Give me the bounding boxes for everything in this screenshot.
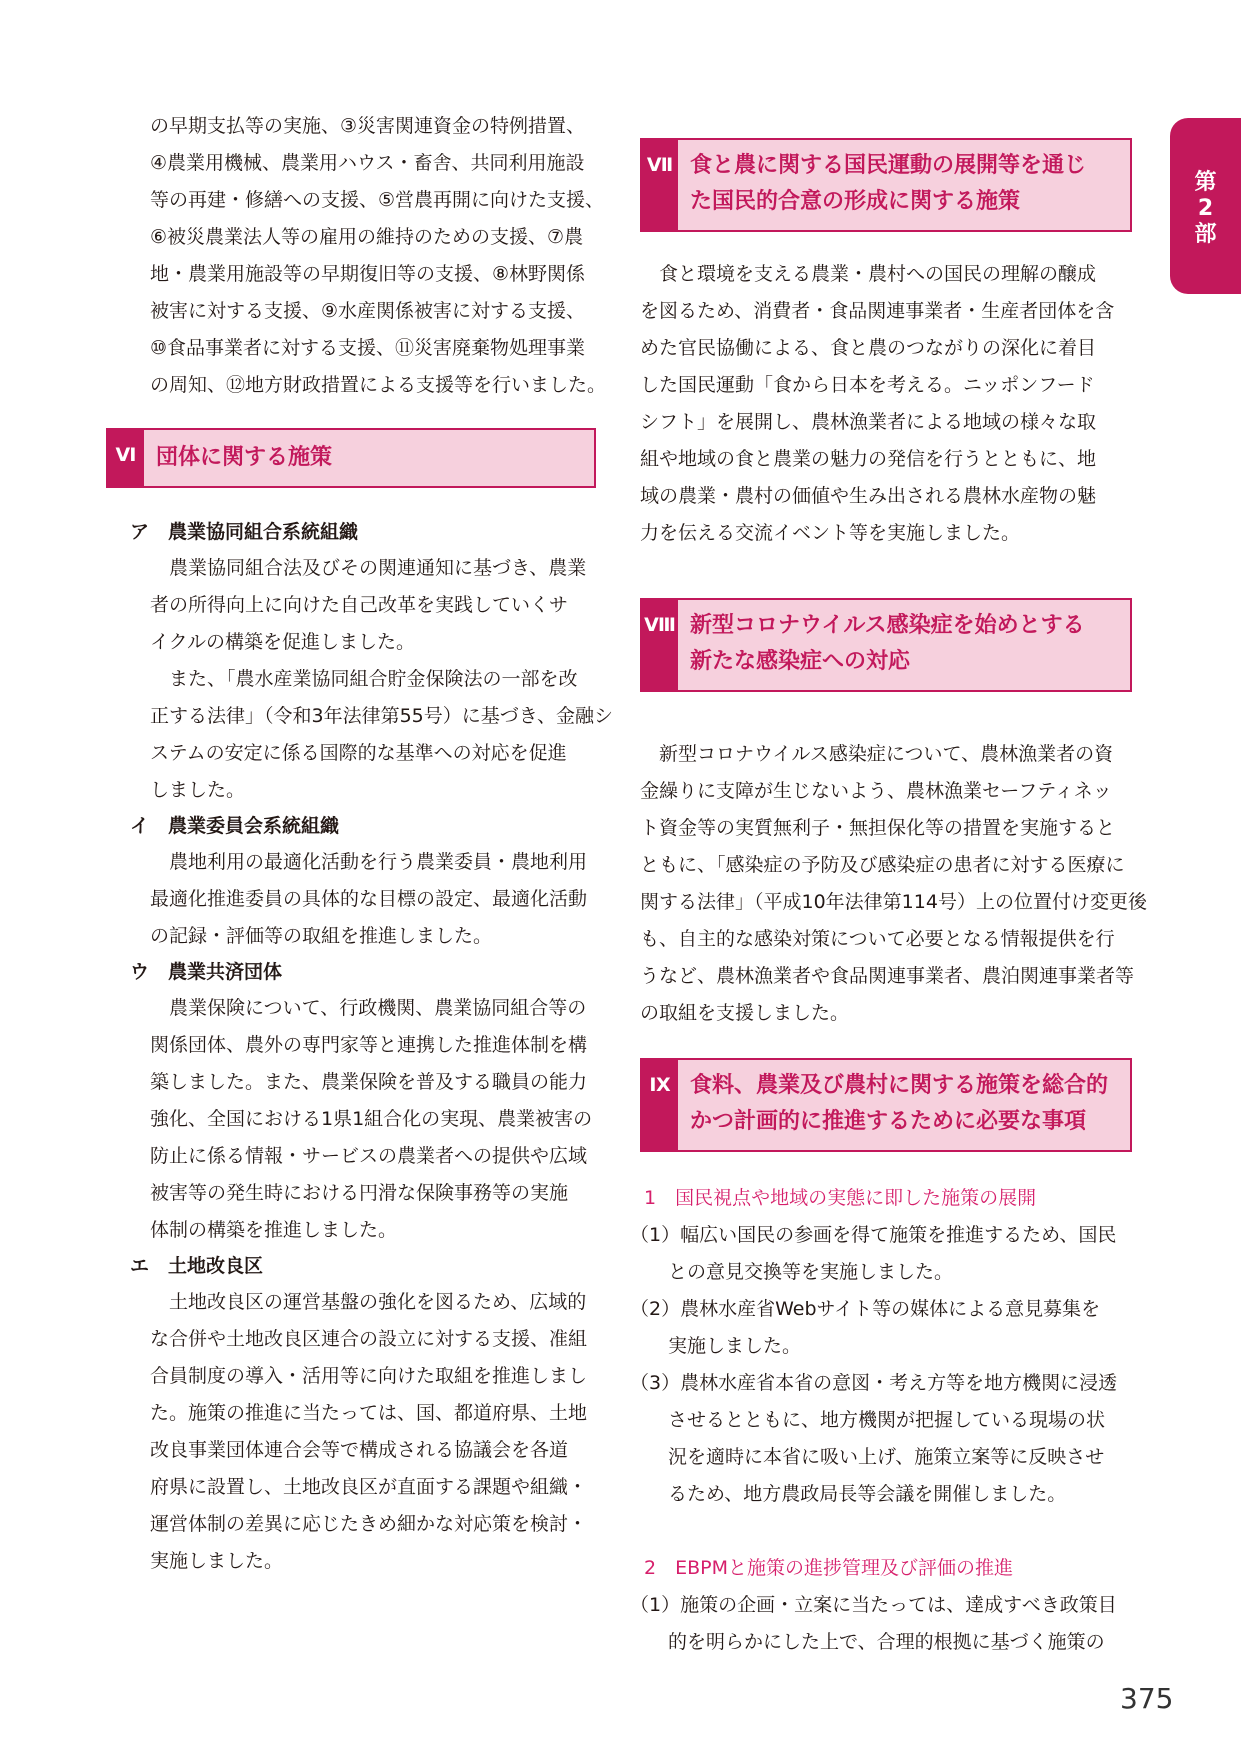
section-header-9 xyxy=(640,1058,1132,1152)
text-line: 農業保険について、行政機関、農業協同組合等の xyxy=(150,997,587,1019)
text-line: 強化、全国における1県1組合化の実現、農業被害の xyxy=(150,1108,593,1130)
text-line: 域の農業・農村の価値や生み出される農林水産物の魅 xyxy=(640,485,1097,507)
text-line: 地・農業用施設等の早期復旧等の支援、⑧林野関係 xyxy=(150,263,586,285)
text-line: （3）農林水産省本省の意図・考え方等を地方機関に浸透 xyxy=(630,1372,1118,1394)
text-line: 防止に係る情報・サービスの農業者への提供や広域 xyxy=(150,1145,588,1167)
text-line: を図るため、消費者・食品関連事業者・生産者団体を含 xyxy=(640,300,1115,322)
text-line: の早期支払等の実施、③災害関連資金の特例措置、 xyxy=(150,115,586,137)
text-line: 等の再建・修繕への支援、⑤営農再開に向けた支援、 xyxy=(150,189,605,211)
text-line: の記録・評価等の取組を推進しました。 xyxy=(150,925,493,947)
text-line: 的を明らかにした上で、合理的根拠に基づく施策の xyxy=(630,1631,1105,1653)
text-line: うなど、農林漁業者や食品関連事業者、農泊関連事業者等 xyxy=(640,965,1135,987)
text-line: シフト」を展開し、農林漁業者による地域の様々な取 xyxy=(640,411,1097,433)
section-title-line1: 食料、農業及び農村に関する施策を総合的 xyxy=(690,1073,1109,1098)
section-title-line1: 食と農に関する国民運動の展開等を通じ xyxy=(690,153,1087,178)
text-line: めた官民協働による、食と農のつながりの深化に着目 xyxy=(640,337,1097,359)
section-number: Ⅵ xyxy=(108,430,144,486)
text-line: 正する法律」（令和3年法律第55号）に基づき、金融シ xyxy=(150,705,614,727)
section-header-7 xyxy=(640,138,1132,232)
text-line: イクルの構築を促進しました。 xyxy=(150,631,416,653)
subheading-e: エ 土地改良区 xyxy=(130,1255,264,1277)
subheading-1: 1 国民視点や地域の実態に即した施策の展開 xyxy=(644,1187,1037,1209)
text-line: させるとともに、地方機関が把握している現場の状 xyxy=(630,1409,1106,1431)
text-line: また、「農水産業協同組合貯金保険法の一部を改 xyxy=(150,668,578,690)
page-number: 375 xyxy=(1120,1682,1174,1715)
text-line: ト資金等の実質無利子・無担保化等の措置を実施すると xyxy=(640,817,1116,839)
part-tab-line1: 第 xyxy=(1194,170,1217,195)
text-line: ④農業用機械、農業用ハウス・畜舎、共同利用施設 xyxy=(150,152,585,174)
text-line: ともに、「感染症の予防及び感染症の患者に対する医療に xyxy=(640,854,1125,876)
text-line: 築しました。また、農業保険を普及する職員の能力 xyxy=(150,1071,588,1093)
text-line: との意見交換等を実施しました。 xyxy=(630,1261,954,1283)
section-header-6 xyxy=(106,428,596,488)
text-line: 合員制度の導入・活用等に向けた取組を推進しまし xyxy=(150,1365,588,1387)
text-line: るため、地方農政局長等会議を開催しました。 xyxy=(630,1483,1067,1505)
text-line: ⑥被災農業法人等の雇用の維持のための支援、⑦農 xyxy=(150,226,584,248)
text-line: 府県に設置し、土地改良区が直面する課題や組織・ xyxy=(150,1476,588,1498)
section-number: Ⅷ xyxy=(642,600,678,690)
text-line: 実施しました。 xyxy=(630,1335,802,1357)
text-line: 体制の構築を推進しました。 xyxy=(150,1219,398,1241)
section-header-8 xyxy=(640,598,1132,692)
text-line: （1）施策の企画・立案に当たっては、達成すべき政策目 xyxy=(630,1594,1117,1616)
text-line: 関係団体、農外の専門家等と連携した推進体制を構 xyxy=(150,1034,588,1056)
text-line: 組や地域の食と農業の魅力の発信を行うとともに、地 xyxy=(640,448,1097,470)
section-number: Ⅶ xyxy=(642,140,678,230)
section-title-line2: かつ計画的に推進するために必要な事項 xyxy=(690,1109,1087,1134)
text-line: 農地利用の最適化活動を行う農業委員・農地利用 xyxy=(150,851,588,873)
section-title-line1: 新型コロナウイルス感染症を始めとする xyxy=(690,613,1085,638)
text-line: 被害等の発生時における円滑な保険事務等の実施 xyxy=(150,1182,569,1204)
subheading-i: イ 農業委員会系統組織 xyxy=(130,815,340,837)
text-line: も、自主的な感染対策について必要となる情報提供を行 xyxy=(640,928,1115,950)
text-line: 土地改良区の運営基盤の強化を図るため、広域的 xyxy=(150,1291,587,1313)
subheading-a: ア 農業協同組合系統組織 xyxy=(130,521,359,543)
text-line: した国民運動「食から日本を考える。ニッポンフード xyxy=(640,374,1095,396)
text-line: 新型コロナウイルス感染症について、農林漁業者の資 xyxy=(640,743,1114,765)
text-line: た。施策の推進に当たっては、国、都道府県、土地 xyxy=(150,1402,588,1424)
text-line: 関する法律」（平成10年法律第114号）上の位置付け変更後 xyxy=(640,891,1147,913)
text-line: 実施しました。 xyxy=(150,1550,284,1572)
text-line: な合併や土地改良区連合の設立に対する支援、准組 xyxy=(150,1328,588,1350)
text-line: 運営体制の差異に応じたきめ細かな対応策を検討・ xyxy=(150,1513,588,1535)
section-number: Ⅸ xyxy=(642,1060,678,1150)
subheading-u: ウ 農業共済団体 xyxy=(130,961,283,983)
text-line: （1）幅広い国民の参画を得て施策を推進するため、国民 xyxy=(630,1224,1117,1246)
text-line: ステムの安定に係る国際的な基準への対応を促進 xyxy=(150,742,567,764)
text-line: 力を伝える交流イベント等を実施しました。 xyxy=(640,522,1021,544)
text-line: 最適化推進委員の具体的な目標の設定、最適化活動 xyxy=(150,888,588,910)
subheading-2: 2 EBPMと施策の進捗管理及び評価の推進 xyxy=(644,1557,1013,1579)
text-line: 食と環境を支える農業・農村への国民の理解の醸成 xyxy=(640,263,1097,285)
section-title: 団体に関する施策 xyxy=(156,445,333,470)
text-line: しました。 xyxy=(150,779,246,801)
part-tab xyxy=(1170,118,1241,294)
text-line: の周知、⑫地方財政措置による支援等を行いました。 xyxy=(150,374,607,396)
text-line: 況を適時に本省に吸い上げ、施策立案等に反映させ xyxy=(630,1446,1105,1468)
text-line: 改良事業団体連合会等で構成される協議会を各道 xyxy=(150,1439,569,1461)
section-title-line2: 新たな感染症への対応 xyxy=(690,649,911,674)
text-line: の取組を支援しました。 xyxy=(640,1002,850,1024)
text-line: 金繰りに支障が生じないよう、農林漁業セーフティネッ xyxy=(640,780,1112,802)
text-line: （2）農林水産省Webサイト等の媒体による意見募集を xyxy=(630,1298,1101,1320)
part-tab-line3: 部 xyxy=(1194,222,1217,247)
part-tab-line2: 2 xyxy=(1197,196,1214,221)
section-title-line2: た国民的合意の形成に関する施策 xyxy=(690,189,1021,214)
text-line: 被害に対する支援、⑨水産関係被害に対する支援、 xyxy=(150,300,586,322)
text-line: 農業協同組合法及びその関連通知に基づき、農業 xyxy=(150,557,587,579)
text-line: 者の所得向上に向けた自己改革を実践していくサ xyxy=(150,594,569,616)
text-line: ⑩食品事業者に対する支援、⑪災害廃棄物処理事業 xyxy=(150,337,586,359)
